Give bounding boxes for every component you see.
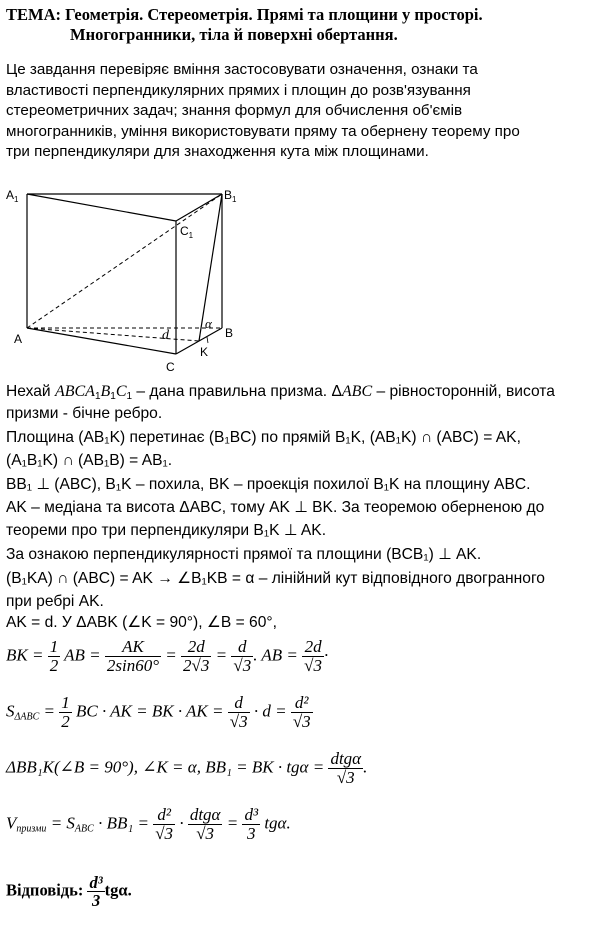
formula-bb1: ΔBB₁K(∠B = 90°), ∠K = α, BB₁ = BK · tgα = $\frac{\text{dtgα}}{√3}$ . — [6, 749, 368, 787]
page-subtitle: Многогранники, тіла й поверхні обертання. — [70, 25, 398, 44]
label-k: K — [200, 345, 209, 359]
intro-line: три перпендикуляри для знаходження кута між площинами. — [6, 143, 429, 161]
label-b1: $B_1$ — [224, 188, 237, 204]
answer-value: tgα. — [104, 880, 132, 900]
label-c1: $C_1$ — [180, 224, 194, 240]
solution-line: призми - бічне ребро. — [6, 405, 163, 422]
diagonal-ab1 — [27, 194, 222, 328]
answer: Відповідь: $\frac{\text{d³}}{3}$ tgα. — [6, 873, 132, 911]
formula-area: $S_{\Delta ABC}$ = $\frac{1}{2}$ BC · AK = BK · AK = $\frac{d}{√3}$ · d = $\frac{\text{d²}}{√3}$ — [6, 693, 311, 731]
solution-line: За ознакою перпендикулярності прямої та площини (BCB₁) ⊥ AK. — [6, 546, 482, 563]
prism-figure — [0, 180, 260, 380]
solution-line: теореми про три перпендикуляри B₁K ⊥ AK. — [6, 522, 327, 539]
intro-line: многогранників, уміння використовувати пряму та обернену теорему про — [6, 122, 520, 140]
label-b: B — [225, 326, 234, 340]
intro-paragraph — [6, 60, 546, 163]
label-alpha: α — [205, 316, 212, 331]
page-title: ТЕМА: Геометрія. Стереометрія. Прямі та площини у просторі. — [6, 5, 483, 24]
solution-line: AK = d. У ΔABK (∠K = 90°), ∠B = 60°, — [6, 614, 277, 631]
intro-line: стереометричних задач; знання формул для обчислення об'ємів — [6, 102, 463, 120]
solution-line: BB₁ ⊥ (ABC), B₁K – похила, BK – проекція похилої B₁K на площину ABC. — [6, 476, 531, 493]
label-c: C — [166, 360, 175, 374]
label-a1: $A_1$ — [6, 188, 19, 204]
formula-bk: BK = $\frac{1}{2}$ AB = $\frac{AK}{2\sin 60^\circ}$ = $\frac{2d}{2√3}$ = $\frac{d}{√3}$ . AB = $\frac{2d}{√3}$ · — [6, 637, 329, 675]
median-ak — [27, 328, 199, 341]
label-d: d — [162, 328, 169, 343]
formula-volume: $V_{призми} = S_{ABC} \cdot BB_1$ = $\frac{\text{d²}}{√3}$ · $\frac{\text{dtgα}}{√3}$ = $\frac{\text{d³}}{3}$ tgα. — [6, 805, 291, 843]
solution-line: при ребрі AK. — [6, 593, 104, 610]
edge-b1c1 — [176, 194, 222, 221]
intro-line: Це завдання перевіряє вміння застосовувати означення, ознаки та — [6, 61, 478, 78]
solution-line: (B₁KA) ∩ (ABC) = AK → ∠B₁KB = α – лінійний кут відповідного двогранного — [6, 570, 545, 587]
intro-line: властивості перпендикулярних прямих і площин до розв'язування — [6, 81, 471, 99]
solution-line: Нехай $ABCA_1B_1C_1$ – дана правильна призма. ΔABC – рівносторонній, висота — [6, 383, 555, 402]
edge-ac — [27, 328, 176, 354]
answer-label: Відповідь: — [6, 880, 84, 900]
solution-line: Площина (AB₁K) перетинає (B₁BC) по прямій B₁K, (AB₁K) ∩ (ABC) = AK, — [6, 429, 521, 446]
label-a: A — [14, 332, 23, 346]
solution-line: AK – медіана та висота ΔABC, тому AK ⊥ BK. За теоремою оберненою до — [6, 499, 545, 516]
edge-a1c1 — [27, 194, 176, 221]
solution-line: (A₁B₁K) ∩ (AB₁B) = AB₁. — [6, 452, 173, 469]
